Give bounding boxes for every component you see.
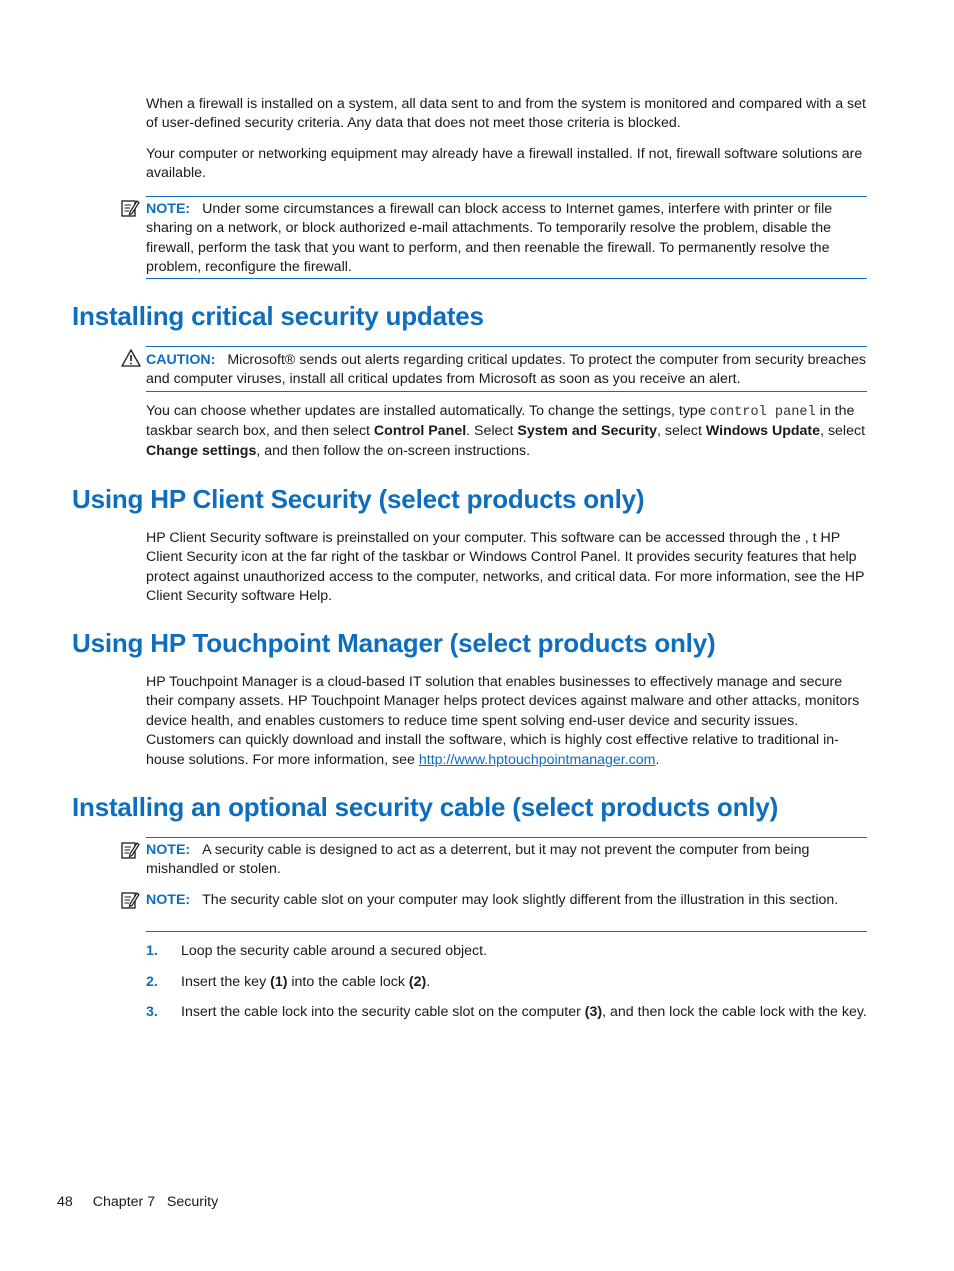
heading-touchpoint-manager: Using HP Touchpoint Manager (select products only) <box>72 628 716 658</box>
text-run: , select <box>820 423 866 440</box>
text-run: , select <box>657 423 706 440</box>
bold-callout: (3) <box>584 1004 603 1020</box>
step-item-2 <box>146 973 868 992</box>
updates-instructions <box>146 402 868 461</box>
note-icon <box>120 198 140 218</box>
code-control-panel: control panel <box>709 405 816 420</box>
step-item-1 <box>146 942 868 961</box>
text-run: . <box>426 974 431 990</box>
bold-windows-update: Windows Update <box>705 423 821 440</box>
intro-paragraph-2: Your computer or networking equipment may already have a firewall installed. If not, firewall software solutions are available. <box>146 146 863 182</box>
caution-icon <box>121 349 141 367</box>
note-text <box>146 841 867 880</box>
note-body: A security cable is designed to act as a deterrent, but it may not prevent the computer from being mishandled or stolen. <box>146 842 810 878</box>
note-icon <box>120 890 140 910</box>
step-text <box>181 1003 868 1022</box>
step-text: Loop the security cable around a secured object. <box>181 943 488 959</box>
note-box-security-cable <box>146 837 867 932</box>
heading-client-security: Using HP Client Security (select products only) <box>72 484 645 514</box>
text-run: , and then follow the on-screen instructions. <box>256 442 531 459</box>
caution-box <box>146 346 867 392</box>
text-run: Insert the key <box>181 974 271 990</box>
note-body: The security cable slot on your computer may look slightly different from the illustration in this section. <box>202 891 839 908</box>
client-security-paragraph: HP Client Security software is preinstalled on your computer. This software can be accessed through the , t HP Client Security icon at the far right of the taskbar or Windows Control Panel. It provides security features that help protect against unauthorized access to the computer, networks, and critical data. For more information, see the HP Client Security software Help. <box>146 530 865 605</box>
touchpoint-link[interactable]: http://www.hptouchpointmanager.com <box>418 751 656 768</box>
page-number: 48 <box>57 1194 73 1210</box>
text-run: into the cable lock <box>287 974 409 990</box>
bold-callout: (2) <box>408 974 427 990</box>
note-label: NOTE: <box>146 891 191 908</box>
text-run: Insert the cable lock into the security cable slot on the computer <box>181 1004 585 1020</box>
note-body: Under some circumstances a firewall can block access to Internet games, interfere with printer or file sharing on a network, or block authorized e-mail attachments. To temporarily resolve the problem, disable the firewall, perform the task that you want to perform, and then reenable the firewall. To permanently resolve the problem, reconfigure the firewall. <box>146 201 833 276</box>
page-footer <box>57 1193 218 1212</box>
note-label: NOTE: <box>146 842 191 858</box>
step-number: 1. <box>146 943 158 959</box>
step-item-3 <box>146 1003 868 1022</box>
text-run: HP Touchpoint Manager is a cloud-based IT solution that enables businesses to effectively manage and secure their company assets. HP Touchpoint Manager helps protect devices against malware and other attacks, monitors device health, and enables customers to reduce time spent solving end-user device and security issues. Customers can quickly download and install the software, which is highly cost effective relative to traditional in-house solutions. For more information, see <box>146 674 860 768</box>
step-text <box>181 973 868 992</box>
touchpoint-paragraph <box>146 673 868 770</box>
bold-change-settings: Change settings <box>146 442 257 459</box>
note-text <box>146 891 867 910</box>
note-label: NOTE: <box>146 201 191 217</box>
chapter-title: Chapter 7 Security <box>92 1194 219 1210</box>
step-number: 2. <box>146 974 158 990</box>
bold-system-security: System and Security <box>517 423 657 440</box>
text-run: . <box>655 751 660 768</box>
text-run: . Select <box>466 423 518 440</box>
step-number: 3. <box>146 1004 158 1020</box>
heading-critical-updates: Installing critical security updates <box>72 301 484 331</box>
caution-text <box>146 351 867 390</box>
text-run: in the taskbar search box, and then select <box>146 403 855 440</box>
note-box-firewall <box>146 196 867 279</box>
bold-control-panel: Control Panel <box>373 423 467 440</box>
bold-callout: (1) <box>270 974 288 990</box>
note-text <box>146 200 867 278</box>
caution-body: Microsoft® sends out alerts regarding critical updates. To protect the computer from security breaches and computer viruses, install all critical updates from Microsoft as soon as you receive an alert. <box>146 352 867 388</box>
text-run: , and then lock the cable lock with the key. <box>602 1004 867 1020</box>
intro-paragraph-1: When a firewall is installed on a system, all data sent to and from the system is monitored and compared with a set of user-defined security criteria. Any data that does not meet those criteria is blocked. <box>146 96 866 132</box>
heading-security-cable: Installing an optional security cable (select products only) <box>72 792 779 822</box>
caution-label: CAUTION: <box>146 352 216 368</box>
text-run: You can choose whether updates are installed automatically. To change the settings, type <box>146 403 710 419</box>
note-icon <box>120 840 140 860</box>
